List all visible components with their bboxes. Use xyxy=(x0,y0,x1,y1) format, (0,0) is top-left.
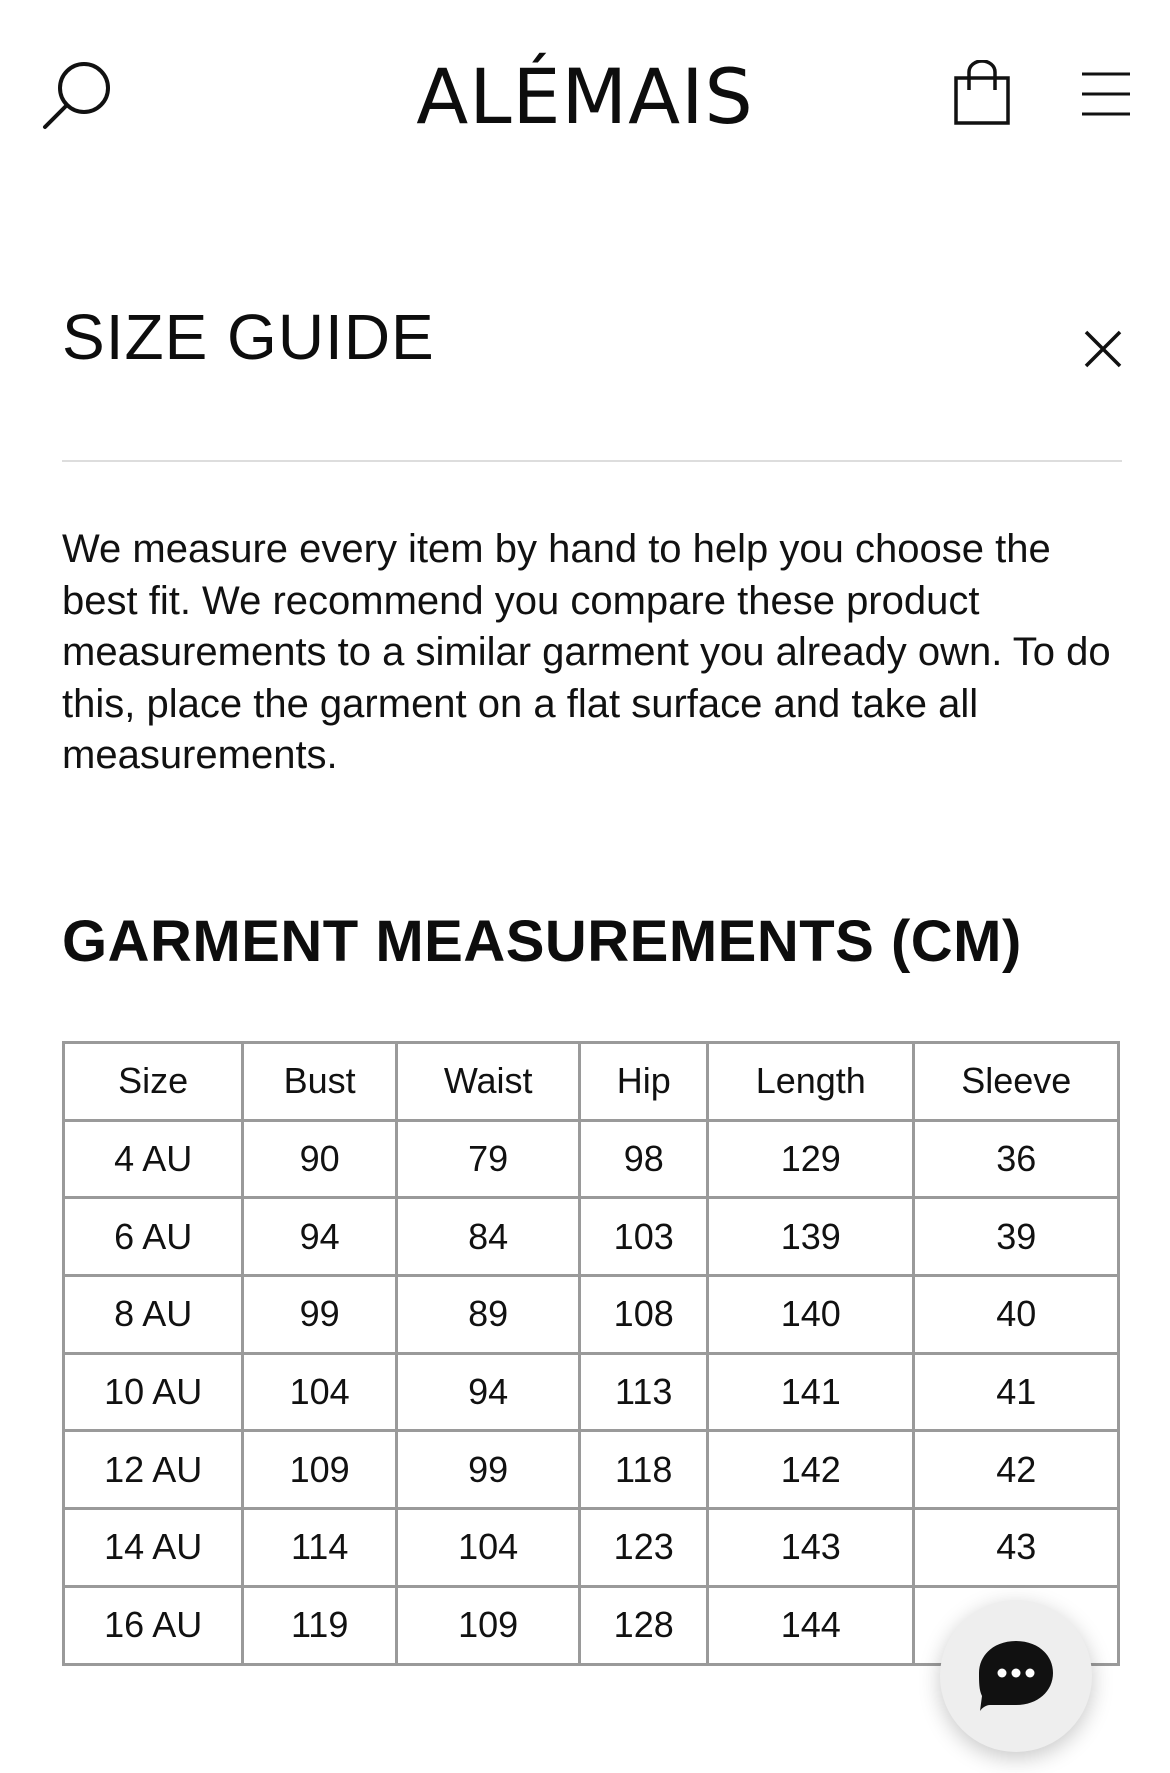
table-cell: 94 xyxy=(396,1353,579,1431)
table-cell: 42 xyxy=(914,1431,1119,1509)
cart-button[interactable] xyxy=(952,60,1012,126)
table-cell: 90 xyxy=(243,1120,397,1198)
table-cell: 108 xyxy=(580,1276,708,1354)
table-cell: 6 AU xyxy=(64,1198,243,1276)
table-row xyxy=(64,1431,1119,1509)
table-cell: 14 AU xyxy=(64,1509,243,1587)
table-row xyxy=(64,1120,1119,1198)
table-cell: 144 xyxy=(708,1586,914,1664)
header-length: Length xyxy=(708,1043,914,1121)
table-cell: 140 xyxy=(708,1276,914,1354)
table-cell: 10 AU xyxy=(64,1353,243,1431)
table-cell: 84 xyxy=(396,1198,579,1276)
header-hip: Hip xyxy=(580,1043,708,1121)
divider xyxy=(62,460,1122,462)
table-cell: 89 xyxy=(396,1276,579,1354)
table-cell: 113 xyxy=(580,1353,708,1431)
table-cell: 143 xyxy=(708,1509,914,1587)
close-icon xyxy=(1082,328,1124,370)
table-row xyxy=(64,1276,1119,1354)
table-cell: 123 xyxy=(580,1509,708,1587)
table-cell: 4 AU xyxy=(64,1120,243,1198)
table-cell: 103 xyxy=(580,1198,708,1276)
table-cell: 39 xyxy=(914,1198,1119,1276)
table-cell: 129 xyxy=(708,1120,914,1198)
table-cell: 118 xyxy=(580,1431,708,1509)
chat-bubble-icon xyxy=(976,1638,1056,1714)
measurements-table xyxy=(62,1041,1120,1666)
header-bust: Bust xyxy=(243,1043,397,1121)
table-cell: 128 xyxy=(580,1586,708,1664)
size-guide-title: SIZE GUIDE xyxy=(62,301,435,373)
table-cell: 41 xyxy=(914,1353,1119,1431)
table-cell: 8 AU xyxy=(64,1276,243,1354)
table-row xyxy=(64,1353,1119,1431)
table-cell: 99 xyxy=(243,1276,397,1354)
table-cell: 98 xyxy=(580,1120,708,1198)
chat-button[interactable] xyxy=(940,1600,1092,1752)
brand-logo[interactable]: ALÉMAIS xyxy=(416,52,754,141)
table-row xyxy=(64,1198,1119,1276)
table-cell: 142 xyxy=(708,1431,914,1509)
header-size: Size xyxy=(64,1043,243,1121)
garment-measurements-title: GARMENT MEASUREMENTS (CM) xyxy=(62,909,1022,974)
header-waist: Waist xyxy=(396,1043,579,1121)
shopping-bag-icon xyxy=(952,60,1012,126)
site-header xyxy=(0,0,1170,180)
table-header-row xyxy=(64,1043,1119,1121)
table-cell: 12 AU xyxy=(64,1431,243,1509)
table-cell: 104 xyxy=(396,1509,579,1587)
table-cell: 109 xyxy=(243,1431,397,1509)
table-row xyxy=(64,1509,1119,1587)
table-cell: 119 xyxy=(243,1586,397,1664)
table-cell: 99 xyxy=(396,1431,579,1509)
table-cell: 94 xyxy=(243,1198,397,1276)
table-cell: 141 xyxy=(708,1353,914,1431)
table-cell: 79 xyxy=(396,1120,579,1198)
hamburger-menu-icon xyxy=(1080,70,1132,118)
size-guide-intro: We measure every item by hand to help you choose the best fit. We recommend you compare these product measurements to a similar garment you already own. To do this, place the garment on a flat surface and take all measurements. xyxy=(62,527,1111,777)
table-cell: 40 xyxy=(914,1276,1119,1354)
table-cell: 104 xyxy=(243,1353,397,1431)
header-sleeve: Sleeve xyxy=(914,1043,1119,1121)
table-cell: 109 xyxy=(396,1586,579,1664)
table-cell: 139 xyxy=(708,1198,914,1276)
menu-button[interactable] xyxy=(1080,70,1132,118)
close-button[interactable] xyxy=(1082,328,1124,370)
table-cell: 114 xyxy=(243,1509,397,1587)
table-cell: 16 AU xyxy=(64,1586,243,1664)
table-cell: 36 xyxy=(914,1120,1119,1198)
table-cell: 43 xyxy=(914,1509,1119,1587)
